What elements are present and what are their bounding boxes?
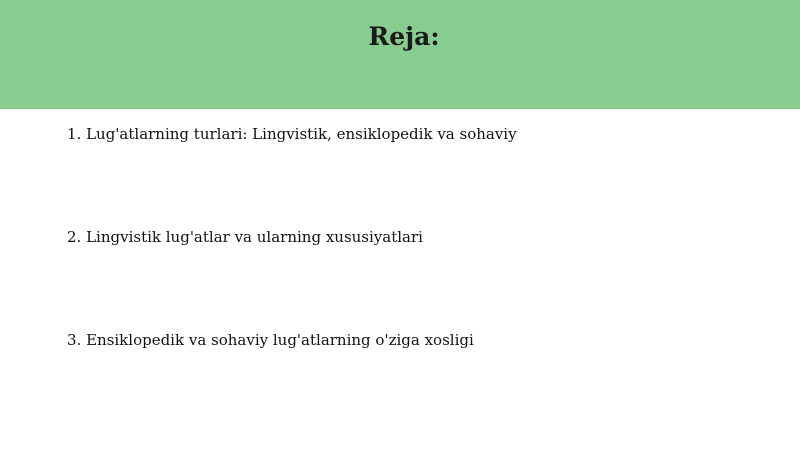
plan-item-1: 1. Lug'atlarning turlari: Lingvistik, ensiklopedik va sohaviy	[67, 125, 517, 143]
header-band	[0, 0, 800, 109]
plan-item-3: 3. Ensiklopedik va sohaviy lug'atlarning o'ziga xosligi	[67, 331, 474, 349]
plan-item-2: 2. Lingvistik lug'atlar va ularning xususiyatlari	[67, 228, 423, 246]
slide-title: Reja:	[368, 22, 440, 51]
